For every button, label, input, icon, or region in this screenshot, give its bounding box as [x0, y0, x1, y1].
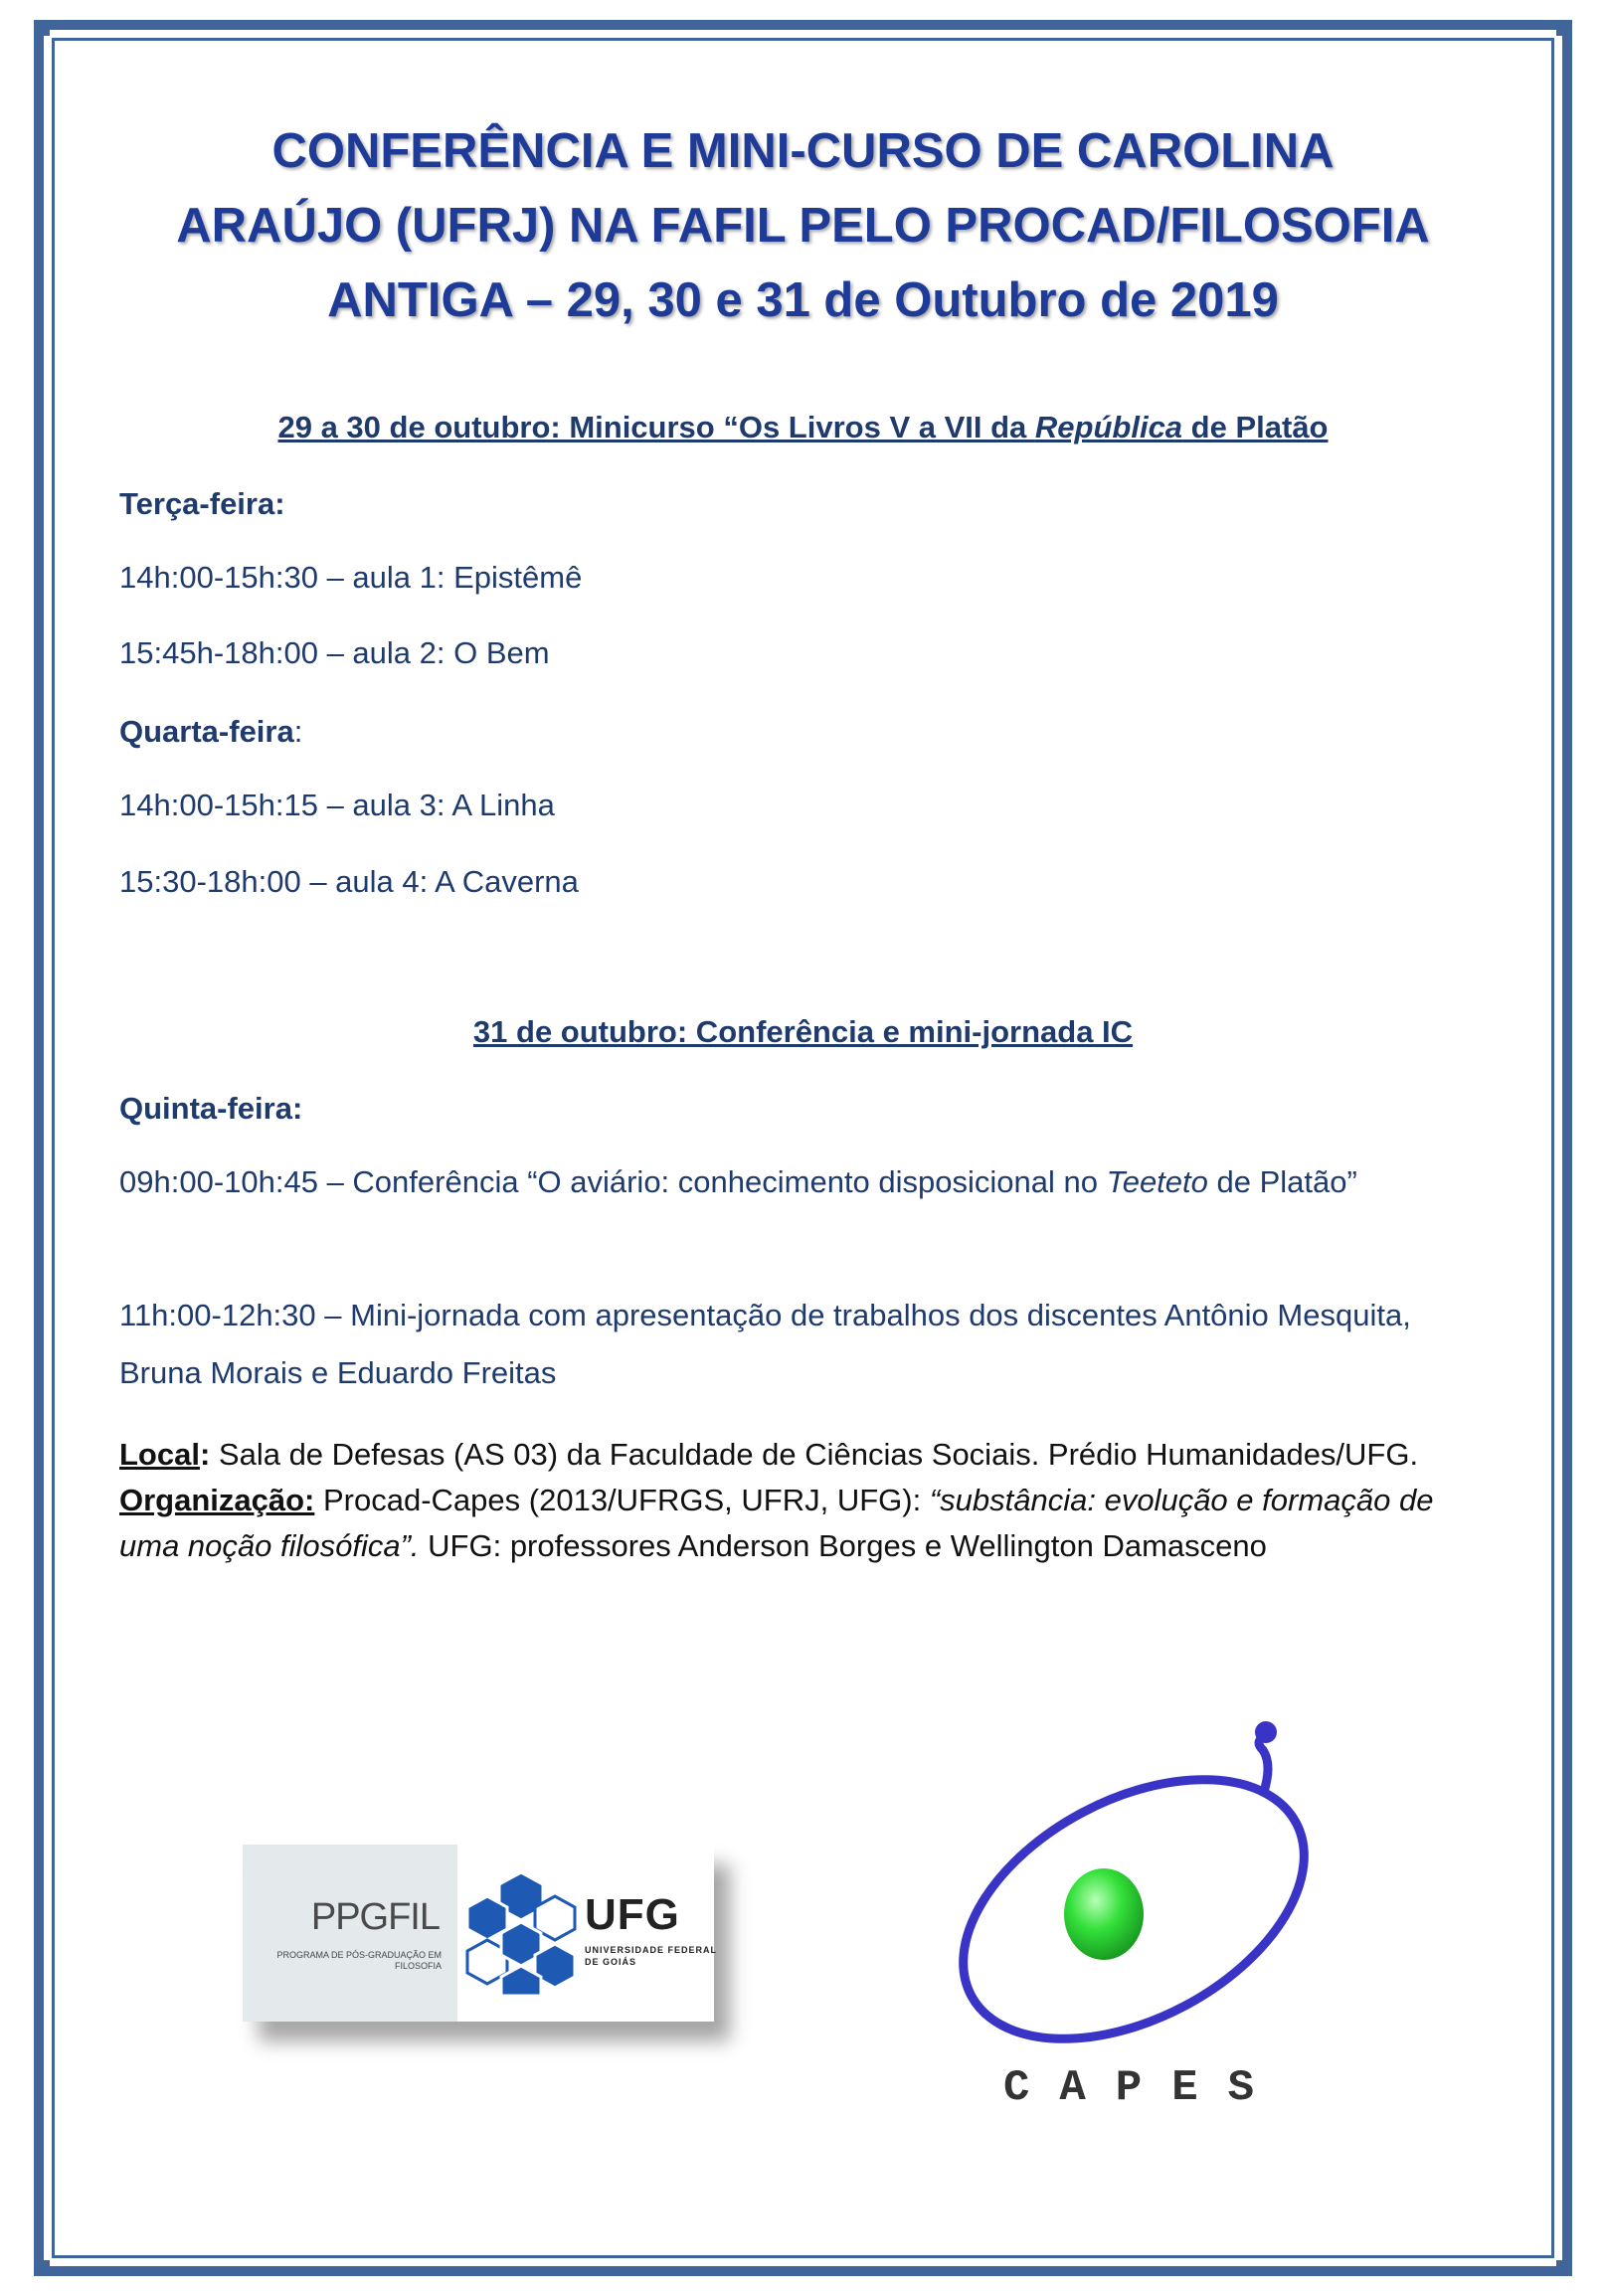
organizacao-text: Procad-Capes (2013/UFRGS, UFRJ, UFG):	[314, 1483, 930, 1517]
schedule-item-conferencia	[119, 1153, 1472, 1211]
border-corner	[34, 2260, 50, 2276]
ufg-panel	[457, 1845, 717, 2022]
organizacao-text-end: UFG: professores Anderson Borges e Wellington Damasceno	[419, 1528, 1267, 1563]
schedule-item: 15:45h-18h:00 – aula 2: O Bem	[119, 635, 550, 670]
day-quinta: Quinta-feira:	[119, 1091, 303, 1126]
ppgfil-panel	[243, 1845, 457, 2022]
title-line-2: ARAÚJO (UFRJ) NA FAFIL PELO PROCAD/FILOSOFIA	[176, 199, 1430, 253]
schedule-item: 14h:00-15h:30 – aula 1: Epistêmê	[119, 560, 583, 595]
item-text: 09h:00-10h:45 – Conferência “O aviário: conhecimento disposicional no	[119, 1164, 1107, 1199]
document-title	[119, 114, 1487, 338]
border-corner	[1556, 20, 1572, 36]
local-colon: :	[199, 1437, 211, 1472]
day-quarta-label: Quarta-feira	[119, 714, 294, 749]
day-quarta-colon: :	[293, 714, 303, 749]
section-title-conferencia: 31 de outubro: Conferência e mini-jornada IC	[472, 1014, 1134, 1049]
schedule-item: 14h:00-15h:15 – aula 3: A Linha	[119, 788, 555, 822]
day-quarta	[119, 714, 302, 750]
title-line-3: ANTIGA – 29, 30 e 31 de Outubro de 2019	[327, 273, 1279, 327]
info-paragraph	[119, 1432, 1482, 1569]
ppgfil-subtitle: PROGRAMA DE PÓS-GRADUAÇÃO EM FILOSOFIA	[276, 1950, 442, 1971]
section-title-text: 29 a 30 de outubro: Minicurso “Os Livros V a VII da	[277, 410, 1035, 444]
ufg-name: UFG	[585, 1890, 680, 1939]
section-title-italic: República	[1034, 410, 1183, 444]
border-corner	[1556, 2260, 1572, 2276]
capes-orbit-icon	[935, 1705, 1352, 2043]
local-label: Local	[119, 1437, 200, 1472]
item-text-end: de Platão”	[1207, 1164, 1357, 1199]
day-terca: Terça-feira:	[119, 486, 285, 521]
border-corner	[34, 20, 50, 36]
schedule-item-jornada: 11h:00-12h:30 – Mini-jornada com apresentação de trabalhos dos discentes Antônio Mesquita, Bruna Morais e Eduardo Freitas	[119, 1298, 1411, 1390]
ppgfil-ufg-logo	[243, 1845, 717, 2022]
item-italic: Teeteto	[1106, 1164, 1208, 1199]
title-line-1: CONFERÊNCIA E MINI-CURSO DE CAROLINA	[271, 124, 1335, 178]
organizacao-italic: “substância: evolução e formação de uma noção filosófica”.	[119, 1483, 1434, 1563]
ppgfil-name: PPGFIL	[310, 1896, 440, 1938]
ufg-subtitle: UNIVERSIDADE FEDERAL DE GOIÁS	[585, 1945, 717, 1967]
section-title-text-end: de Platão	[1182, 410, 1329, 444]
local-text: Sala de Defesas (AS 03) da Faculdade de Ciências Sociais. Prédio Humanidades/UFG.	[210, 1437, 1419, 1472]
ufg-hexagon-icon	[457, 1868, 587, 1998]
section-title-minicurso	[119, 410, 1487, 445]
schedule-item: 15:30-18h:00 – aula 4: A Caverna	[119, 864, 579, 899]
organizacao-label: Organização:	[119, 1483, 315, 1517]
capes-name: CAPES	[1002, 2063, 1285, 2113]
capes-logo	[935, 1705, 1352, 2143]
